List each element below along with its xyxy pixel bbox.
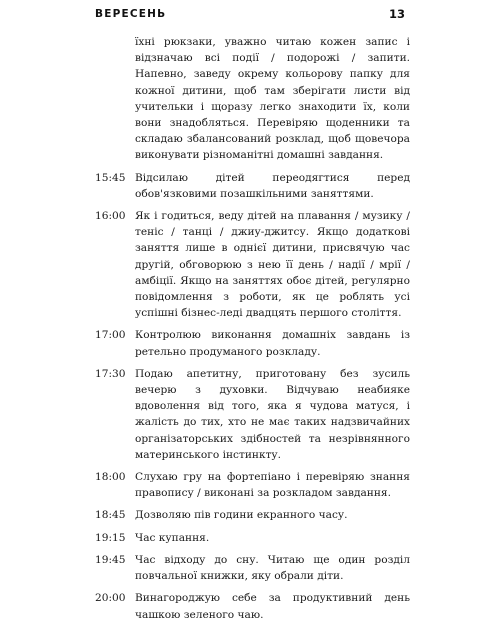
schedule-time: 15:45 — [95, 171, 126, 184]
schedule-time: 18:00 — [95, 471, 126, 484]
schedule-time: 19:15 — [95, 531, 126, 544]
schedule-text: Слухаю гру на фортепіано і перевіряю знання правопису / виконані за розкладом завдання. — [135, 471, 410, 500]
schedule-text: Як і годиться, веду дітей на плавання / музику / теніс / танці / джиу-джитсу. Якщо додаткові заняття лише в однієї дитини, присвячую час другій, обговорюю з нею її день / надії / мрії / амбіції. Якщо на заняттях обоє дітей, регулярно повідомлення з роботи, як це роблять усі успішні бізнес-леді двадцять першого століття. — [135, 210, 410, 320]
schedule-text: Контролюю виконання домашніх завдань із ретельно продуманого розкладу. — [135, 329, 410, 358]
schedule-time: 20:00 — [95, 592, 126, 605]
schedule-time: 18:45 — [95, 509, 126, 522]
schedule-entry — [95, 170, 410, 202]
schedule-time: 19:45 — [95, 553, 126, 566]
schedule-time: 17:00 — [95, 329, 126, 342]
schedule-entry — [95, 590, 410, 622]
intro-paragraph: їхні рюкзаки, уважно читаю кожен запис і відзначаю всі події / подорожі / запити. Напевно, заведу окрему кольорову папку для кожної дитини, щоб там зберігати листи від учительки і щоразу легко знаходити їх, коли вони знадобляться. Перевіряю щоденники та складаю збалансований розклад, щоб щовечора виконувати різноманітні домашні завдання. — [135, 36, 410, 162]
schedule-text: Час купання. — [135, 531, 210, 544]
schedule-time: 16:00 — [95, 210, 126, 223]
schedule-entry — [95, 530, 410, 546]
running-head: ВЕРЕСЕНЬ — [95, 8, 167, 20]
schedule-time: 17:30 — [95, 367, 126, 380]
schedule-entry — [95, 366, 410, 463]
schedule-entry — [95, 552, 410, 584]
schedule-entry — [95, 469, 410, 501]
page-header — [95, 8, 405, 24]
schedule-text: Час відходу до сну. Читаю ще один розділ повчальної книжки, яку обрали діти. — [135, 553, 410, 583]
schedule-text: Подаю апетитну, приготовану без зусиль вечерю з духовки. Відчуваю неабияке вдоволення від того, яка я чудова матуся, і жалість до тих, хто не має таких надзвичайних організаторських здібностей та незрівнянного материнського інстинкту. — [135, 367, 410, 461]
schedule-text: Винагороджую себе за продуктивний день чашкою зеленого чаю. — [135, 592, 410, 621]
schedule-text: Дозволяю пів години екранного часу. — [135, 509, 348, 522]
schedule-entry — [95, 507, 410, 523]
schedule-text: Відсилаю дітей переодягтися перед обов'язковими позашкільними заняттями. — [135, 171, 410, 200]
page-number: 13 — [388, 7, 405, 21]
page-body — [95, 34, 410, 623]
schedule-entry — [95, 327, 410, 359]
schedule-entry — [95, 208, 410, 321]
